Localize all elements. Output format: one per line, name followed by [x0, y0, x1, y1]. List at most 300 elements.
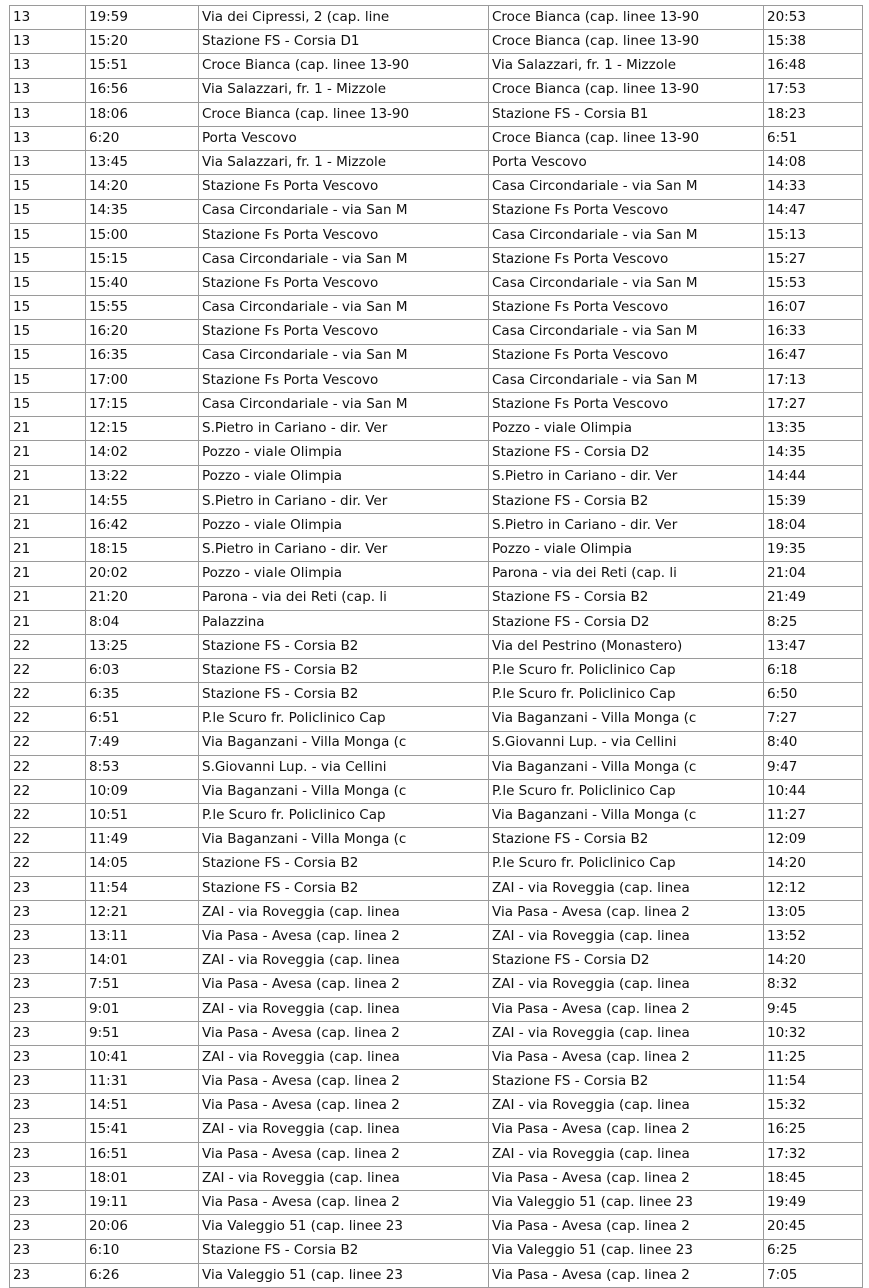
origin-stop-cell: ZAI - via Roveggia (cap. linea: [199, 997, 489, 1021]
origin-stop-cell: ZAI - via Roveggia (cap. linea: [199, 949, 489, 973]
arrival-time-cell: 18:04: [764, 513, 863, 537]
line-number-cell: 21: [10, 538, 86, 562]
arrival-time-cell: 17:53: [764, 78, 863, 102]
table-row: [10, 199, 863, 223]
origin-stop-cell: ZAI - via Roveggia (cap. linea: [199, 1118, 489, 1142]
line-number-cell: 22: [10, 804, 86, 828]
line-number-cell: 22: [10, 634, 86, 658]
departure-time-cell: 16:51: [86, 1142, 199, 1166]
arrival-time-cell: 20:45: [764, 1215, 863, 1239]
line-number-cell: 13: [10, 54, 86, 78]
origin-stop-cell: Via Baganzani - Villa Monga (c: [199, 780, 489, 804]
line-number-cell: 23: [10, 1167, 86, 1191]
table-row: [10, 683, 863, 707]
arrival-time-cell: 10:44: [764, 780, 863, 804]
destination-stop-cell: ZAI - via Roveggia (cap. linea: [489, 925, 764, 949]
departure-time-cell: 14:35: [86, 199, 199, 223]
departure-time-cell: 15:00: [86, 223, 199, 247]
destination-stop-cell: Casa Circondariale - via San M: [489, 368, 764, 392]
table-row: [10, 610, 863, 634]
origin-stop-cell: Stazione Fs Porta Vescovo: [199, 175, 489, 199]
line-number-cell: 22: [10, 659, 86, 683]
origin-stop-cell: Stazione Fs Porta Vescovo: [199, 272, 489, 296]
table-row: [10, 513, 863, 537]
departure-time-cell: 9:01: [86, 997, 199, 1021]
origin-stop-cell: Casa Circondariale - via San M: [199, 344, 489, 368]
table-row: [10, 1118, 863, 1142]
line-number-cell: 15: [10, 247, 86, 271]
destination-stop-cell: Pozzo - viale Olimpia: [489, 538, 764, 562]
line-number-cell: 23: [10, 997, 86, 1021]
origin-stop-cell: Stazione FS - Corsia B2: [199, 634, 489, 658]
origin-stop-cell: Croce Bianca (cap. linee 13-90: [199, 102, 489, 126]
destination-stop-cell: Stazione FS - Corsia B1: [489, 102, 764, 126]
line-number-cell: 21: [10, 586, 86, 610]
arrival-time-cell: 15:32: [764, 1094, 863, 1118]
arrival-time-cell: 14:44: [764, 465, 863, 489]
destination-stop-cell: Stazione FS - Corsia D2: [489, 610, 764, 634]
destination-stop-cell: S.Pietro in Cariano - dir. Ver: [489, 513, 764, 537]
departure-time-cell: 13:45: [86, 151, 199, 175]
table-row: [10, 1094, 863, 1118]
table-row: [10, 30, 863, 54]
table-row: [10, 949, 863, 973]
arrival-time-cell: 15:39: [764, 489, 863, 513]
departure-time-cell: 15:55: [86, 296, 199, 320]
line-number-cell: 21: [10, 489, 86, 513]
departure-time-cell: 14:05: [86, 852, 199, 876]
departure-time-cell: 18:01: [86, 1167, 199, 1191]
departure-time-cell: 18:06: [86, 102, 199, 126]
arrival-time-cell: 16:47: [764, 344, 863, 368]
destination-stop-cell: Porta Vescovo: [489, 151, 764, 175]
origin-stop-cell: Pozzo - viale Olimpia: [199, 441, 489, 465]
destination-stop-cell: Stazione Fs Porta Vescovo: [489, 247, 764, 271]
line-number-cell: 23: [10, 1070, 86, 1094]
departure-time-cell: 7:51: [86, 973, 199, 997]
origin-stop-cell: Via Valeggio 51 (cap. linee 23: [199, 1263, 489, 1287]
origin-stop-cell: Via Baganzani - Villa Monga (c: [199, 828, 489, 852]
table-row: [10, 900, 863, 924]
departure-time-cell: 16:56: [86, 78, 199, 102]
destination-stop-cell: ZAI - via Roveggia (cap. linea: [489, 1094, 764, 1118]
arrival-time-cell: 14:33: [764, 175, 863, 199]
arrival-time-cell: 8:25: [764, 610, 863, 634]
line-number-cell: 22: [10, 755, 86, 779]
destination-stop-cell: Stazione FS - Corsia D2: [489, 949, 764, 973]
line-number-cell: 21: [10, 465, 86, 489]
departure-time-cell: 11:54: [86, 876, 199, 900]
departure-time-cell: 6:26: [86, 1263, 199, 1287]
line-number-cell: 23: [10, 1263, 86, 1287]
table-row: [10, 441, 863, 465]
destination-stop-cell: P.le Scuro fr. Policlinico Cap: [489, 852, 764, 876]
destination-stop-cell: Stazione Fs Porta Vescovo: [489, 199, 764, 223]
schedule-table-body: [10, 6, 863, 1288]
destination-stop-cell: ZAI - via Roveggia (cap. linea: [489, 973, 764, 997]
table-row: [10, 175, 863, 199]
departure-time-cell: 20:06: [86, 1215, 199, 1239]
destination-stop-cell: Via Valeggio 51 (cap. linee 23: [489, 1239, 764, 1263]
origin-stop-cell: Casa Circondariale - via San M: [199, 296, 489, 320]
table-row: [10, 586, 863, 610]
table-row: [10, 562, 863, 586]
table-row: [10, 973, 863, 997]
origin-stop-cell: Stazione FS - Corsia B2: [199, 852, 489, 876]
destination-stop-cell: P.le Scuro fr. Policlinico Cap: [489, 683, 764, 707]
departure-time-cell: 14:01: [86, 949, 199, 973]
table-row: [10, 997, 863, 1021]
table-row: [10, 659, 863, 683]
line-number-cell: 23: [10, 949, 86, 973]
origin-stop-cell: Via Pasa - Avesa (cap. linea 2: [199, 1094, 489, 1118]
line-number-cell: 23: [10, 1118, 86, 1142]
line-number-cell: 13: [10, 126, 86, 150]
departure-time-cell: 15:40: [86, 272, 199, 296]
line-number-cell: 23: [10, 973, 86, 997]
arrival-time-cell: 12:12: [764, 876, 863, 900]
table-row: [10, 223, 863, 247]
arrival-time-cell: 18:45: [764, 1167, 863, 1191]
destination-stop-cell: Via Baganzani - Villa Monga (c: [489, 707, 764, 731]
departure-time-cell: 14:20: [86, 175, 199, 199]
arrival-time-cell: 18:23: [764, 102, 863, 126]
departure-time-cell: 10:41: [86, 1046, 199, 1070]
departure-time-cell: 14:51: [86, 1094, 199, 1118]
origin-stop-cell: Via Salazzari, fr. 1 - Mizzole: [199, 78, 489, 102]
destination-stop-cell: S.Pietro in Cariano - dir. Ver: [489, 465, 764, 489]
destination-stop-cell: Via Pasa - Avesa (cap. linea 2: [489, 1215, 764, 1239]
destination-stop-cell: Via Pasa - Avesa (cap. linea 2: [489, 1167, 764, 1191]
origin-stop-cell: S.Pietro in Cariano - dir. Ver: [199, 538, 489, 562]
departure-time-cell: 10:09: [86, 780, 199, 804]
departure-time-cell: 13:25: [86, 634, 199, 658]
departure-time-cell: 6:10: [86, 1239, 199, 1263]
departure-time-cell: 14:02: [86, 441, 199, 465]
table-row: [10, 1263, 863, 1287]
departure-time-cell: 6:03: [86, 659, 199, 683]
table-row: [10, 126, 863, 150]
departure-time-cell: 11:31: [86, 1070, 199, 1094]
table-row: [10, 1191, 863, 1215]
table-row: [10, 634, 863, 658]
departure-time-cell: 15:15: [86, 247, 199, 271]
table-row: [10, 151, 863, 175]
arrival-time-cell: 16:48: [764, 54, 863, 78]
arrival-time-cell: 16:25: [764, 1118, 863, 1142]
destination-stop-cell: Croce Bianca (cap. linee 13-90: [489, 30, 764, 54]
destination-stop-cell: P.le Scuro fr. Policlinico Cap: [489, 780, 764, 804]
origin-stop-cell: Casa Circondariale - via San M: [199, 393, 489, 417]
arrival-time-cell: 15:53: [764, 272, 863, 296]
arrival-time-cell: 9:47: [764, 755, 863, 779]
arrival-time-cell: 11:27: [764, 804, 863, 828]
departure-time-cell: 19:11: [86, 1191, 199, 1215]
origin-stop-cell: Stazione FS - Corsia B2: [199, 1239, 489, 1263]
origin-stop-cell: S.Giovanni Lup. - via Cellini: [199, 755, 489, 779]
line-number-cell: 15: [10, 344, 86, 368]
origin-stop-cell: Via Pasa - Avesa (cap. linea 2: [199, 1070, 489, 1094]
origin-stop-cell: Stazione FS - Corsia D1: [199, 30, 489, 54]
destination-stop-cell: Stazione Fs Porta Vescovo: [489, 296, 764, 320]
origin-stop-cell: Via Pasa - Avesa (cap. linea 2: [199, 1191, 489, 1215]
line-number-cell: 23: [10, 1191, 86, 1215]
line-number-cell: 23: [10, 1094, 86, 1118]
arrival-time-cell: 14:08: [764, 151, 863, 175]
schedule-table-container: [9, 5, 863, 1288]
arrival-time-cell: 7:27: [764, 707, 863, 731]
arrival-time-cell: 21:49: [764, 586, 863, 610]
destination-stop-cell: Casa Circondariale - via San M: [489, 175, 764, 199]
departure-time-cell: 7:49: [86, 731, 199, 755]
origin-stop-cell: Palazzina: [199, 610, 489, 634]
destination-stop-cell: Casa Circondariale - via San M: [489, 272, 764, 296]
line-number-cell: 13: [10, 30, 86, 54]
origin-stop-cell: P.le Scuro fr. Policlinico Cap: [199, 707, 489, 731]
table-row: [10, 1046, 863, 1070]
origin-stop-cell: Via dei Cipressi, 2 (cap. line: [199, 6, 489, 30]
table-row: [10, 780, 863, 804]
origin-stop-cell: ZAI - via Roveggia (cap. linea: [199, 1167, 489, 1191]
table-row: [10, 755, 863, 779]
arrival-time-cell: 19:49: [764, 1191, 863, 1215]
table-row: [10, 320, 863, 344]
arrival-time-cell: 19:35: [764, 538, 863, 562]
line-number-cell: 22: [10, 780, 86, 804]
origin-stop-cell: Parona - via dei Reti (cap. li: [199, 586, 489, 610]
departure-time-cell: 17:00: [86, 368, 199, 392]
destination-stop-cell: Croce Bianca (cap. linee 13-90: [489, 6, 764, 30]
line-number-cell: 15: [10, 368, 86, 392]
origin-stop-cell: Pozzo - viale Olimpia: [199, 465, 489, 489]
origin-stop-cell: S.Pietro in Cariano - dir. Ver: [199, 489, 489, 513]
line-number-cell: 21: [10, 441, 86, 465]
destination-stop-cell: Via Salazzari, fr. 1 - Mizzole: [489, 54, 764, 78]
table-row: [10, 78, 863, 102]
destination-stop-cell: Stazione Fs Porta Vescovo: [489, 344, 764, 368]
table-row: [10, 804, 863, 828]
destination-stop-cell: Via Baganzani - Villa Monga (c: [489, 755, 764, 779]
origin-stop-cell: Via Pasa - Avesa (cap. linea 2: [199, 973, 489, 997]
arrival-time-cell: 15:13: [764, 223, 863, 247]
destination-stop-cell: ZAI - via Roveggia (cap. linea: [489, 876, 764, 900]
departure-time-cell: 15:41: [86, 1118, 199, 1142]
line-number-cell: 21: [10, 417, 86, 441]
table-row: [10, 344, 863, 368]
table-row: [10, 925, 863, 949]
arrival-time-cell: 20:53: [764, 6, 863, 30]
table-row: [10, 1239, 863, 1263]
origin-stop-cell: Casa Circondariale - via San M: [199, 247, 489, 271]
line-number-cell: 23: [10, 876, 86, 900]
line-number-cell: 23: [10, 1215, 86, 1239]
departure-time-cell: 16:35: [86, 344, 199, 368]
departure-time-cell: 19:59: [86, 6, 199, 30]
destination-stop-cell: Stazione Fs Porta Vescovo: [489, 393, 764, 417]
destination-stop-cell: Via Pasa - Avesa (cap. linea 2: [489, 1118, 764, 1142]
arrival-time-cell: 12:09: [764, 828, 863, 852]
destination-stop-cell: Stazione FS - Corsia B2: [489, 828, 764, 852]
departure-time-cell: 8:53: [86, 755, 199, 779]
arrival-time-cell: 21:04: [764, 562, 863, 586]
table-row: [10, 489, 863, 513]
line-number-cell: 23: [10, 1142, 86, 1166]
origin-stop-cell: ZAI - via Roveggia (cap. linea: [199, 900, 489, 924]
line-number-cell: 21: [10, 610, 86, 634]
arrival-time-cell: 6:50: [764, 683, 863, 707]
table-row: [10, 1070, 863, 1094]
departure-time-cell: 10:51: [86, 804, 199, 828]
line-number-cell: 22: [10, 683, 86, 707]
schedule-table: [9, 5, 863, 1288]
line-number-cell: 13: [10, 102, 86, 126]
departure-time-cell: 8:04: [86, 610, 199, 634]
destination-stop-cell: Via Pasa - Avesa (cap. linea 2: [489, 997, 764, 1021]
destination-stop-cell: Pozzo - viale Olimpia: [489, 417, 764, 441]
departure-time-cell: 11:49: [86, 828, 199, 852]
arrival-time-cell: 11:25: [764, 1046, 863, 1070]
line-number-cell: 15: [10, 175, 86, 199]
origin-stop-cell: P.le Scuro fr. Policlinico Cap: [199, 804, 489, 828]
line-number-cell: 15: [10, 393, 86, 417]
table-row: [10, 272, 863, 296]
arrival-time-cell: 16:07: [764, 296, 863, 320]
line-number-cell: 23: [10, 1021, 86, 1045]
arrival-time-cell: 6:51: [764, 126, 863, 150]
destination-stop-cell: Croce Bianca (cap. linee 13-90: [489, 78, 764, 102]
arrival-time-cell: 6:18: [764, 659, 863, 683]
origin-stop-cell: ZAI - via Roveggia (cap. linea: [199, 1046, 489, 1070]
line-number-cell: 13: [10, 78, 86, 102]
table-row: [10, 368, 863, 392]
table-row: [10, 1167, 863, 1191]
origin-stop-cell: Pozzo - viale Olimpia: [199, 562, 489, 586]
table-row: [10, 731, 863, 755]
table-row: [10, 393, 863, 417]
origin-stop-cell: Via Pasa - Avesa (cap. linea 2: [199, 1021, 489, 1045]
origin-stop-cell: Porta Vescovo: [199, 126, 489, 150]
departure-time-cell: 15:51: [86, 54, 199, 78]
line-number-cell: 15: [10, 199, 86, 223]
departure-time-cell: 9:51: [86, 1021, 199, 1045]
table-row: [10, 465, 863, 489]
origin-stop-cell: Casa Circondariale - via San M: [199, 199, 489, 223]
origin-stop-cell: Stazione Fs Porta Vescovo: [199, 223, 489, 247]
table-row: [10, 1021, 863, 1045]
arrival-time-cell: 8:40: [764, 731, 863, 755]
origin-stop-cell: Via Salazzari, fr. 1 - Mizzole: [199, 151, 489, 175]
arrival-time-cell: 13:05: [764, 900, 863, 924]
table-row: [10, 876, 863, 900]
origin-stop-cell: Via Pasa - Avesa (cap. linea 2: [199, 1142, 489, 1166]
destination-stop-cell: Via Baganzani - Villa Monga (c: [489, 804, 764, 828]
destination-stop-cell: Via Pasa - Avesa (cap. linea 2: [489, 900, 764, 924]
origin-stop-cell: Via Pasa - Avesa (cap. linea 2: [199, 925, 489, 949]
destination-stop-cell: Stazione FS - Corsia D2: [489, 441, 764, 465]
table-row: [10, 247, 863, 271]
arrival-time-cell: 9:45: [764, 997, 863, 1021]
arrival-time-cell: 13:52: [764, 925, 863, 949]
departure-time-cell: 16:42: [86, 513, 199, 537]
origin-stop-cell: Stazione Fs Porta Vescovo: [199, 320, 489, 344]
arrival-time-cell: 13:35: [764, 417, 863, 441]
departure-time-cell: 6:51: [86, 707, 199, 731]
origin-stop-cell: Stazione Fs Porta Vescovo: [199, 368, 489, 392]
destination-stop-cell: Croce Bianca (cap. linee 13-90: [489, 126, 764, 150]
table-row: [10, 417, 863, 441]
origin-stop-cell: Stazione FS - Corsia B2: [199, 683, 489, 707]
arrival-time-cell: 6:25: [764, 1239, 863, 1263]
destination-stop-cell: S.Giovanni Lup. - via Cellini: [489, 731, 764, 755]
origin-stop-cell: S.Pietro in Cariano - dir. Ver: [199, 417, 489, 441]
table-row: [10, 102, 863, 126]
table-row: [10, 538, 863, 562]
table-row: [10, 6, 863, 30]
line-number-cell: 22: [10, 828, 86, 852]
line-number-cell: 22: [10, 852, 86, 876]
table-row: [10, 828, 863, 852]
departure-time-cell: 21:20: [86, 586, 199, 610]
arrival-time-cell: 8:32: [764, 973, 863, 997]
arrival-time-cell: 14:20: [764, 852, 863, 876]
arrival-time-cell: 14:35: [764, 441, 863, 465]
line-number-cell: 23: [10, 925, 86, 949]
origin-stop-cell: Via Valeggio 51 (cap. linee 23: [199, 1215, 489, 1239]
table-row: [10, 296, 863, 320]
departure-time-cell: 6:20: [86, 126, 199, 150]
line-number-cell: 23: [10, 1239, 86, 1263]
line-number-cell: 23: [10, 1046, 86, 1070]
arrival-time-cell: 17:32: [764, 1142, 863, 1166]
line-number-cell: 15: [10, 320, 86, 344]
arrival-time-cell: 11:54: [764, 1070, 863, 1094]
table-row: [10, 852, 863, 876]
line-number-cell: 13: [10, 6, 86, 30]
destination-stop-cell: Casa Circondariale - via San M: [489, 223, 764, 247]
origin-stop-cell: Stazione FS - Corsia B2: [199, 659, 489, 683]
table-row: [10, 1142, 863, 1166]
arrival-time-cell: 16:33: [764, 320, 863, 344]
arrival-time-cell: 17:27: [764, 393, 863, 417]
arrival-time-cell: 10:32: [764, 1021, 863, 1045]
destination-stop-cell: Stazione FS - Corsia B2: [489, 586, 764, 610]
table-row: [10, 1215, 863, 1239]
line-number-cell: 15: [10, 223, 86, 247]
departure-time-cell: 16:20: [86, 320, 199, 344]
destination-stop-cell: Parona - via dei Reti (cap. li: [489, 562, 764, 586]
departure-time-cell: 13:22: [86, 465, 199, 489]
origin-stop-cell: Stazione FS - Corsia B2: [199, 876, 489, 900]
line-number-cell: 21: [10, 513, 86, 537]
arrival-time-cell: 15:27: [764, 247, 863, 271]
line-number-cell: 23: [10, 900, 86, 924]
destination-stop-cell: P.le Scuro fr. Policlinico Cap: [489, 659, 764, 683]
arrival-time-cell: 14:47: [764, 199, 863, 223]
departure-time-cell: 13:11: [86, 925, 199, 949]
table-row: [10, 54, 863, 78]
departure-time-cell: 15:20: [86, 30, 199, 54]
arrival-time-cell: 13:47: [764, 634, 863, 658]
departure-time-cell: 18:15: [86, 538, 199, 562]
table-row: [10, 707, 863, 731]
departure-time-cell: 20:02: [86, 562, 199, 586]
line-number-cell: 21: [10, 562, 86, 586]
line-number-cell: 15: [10, 296, 86, 320]
destination-stop-cell: Stazione FS - Corsia B2: [489, 1070, 764, 1094]
origin-stop-cell: Pozzo - viale Olimpia: [199, 513, 489, 537]
departure-time-cell: 12:15: [86, 417, 199, 441]
line-number-cell: 13: [10, 151, 86, 175]
